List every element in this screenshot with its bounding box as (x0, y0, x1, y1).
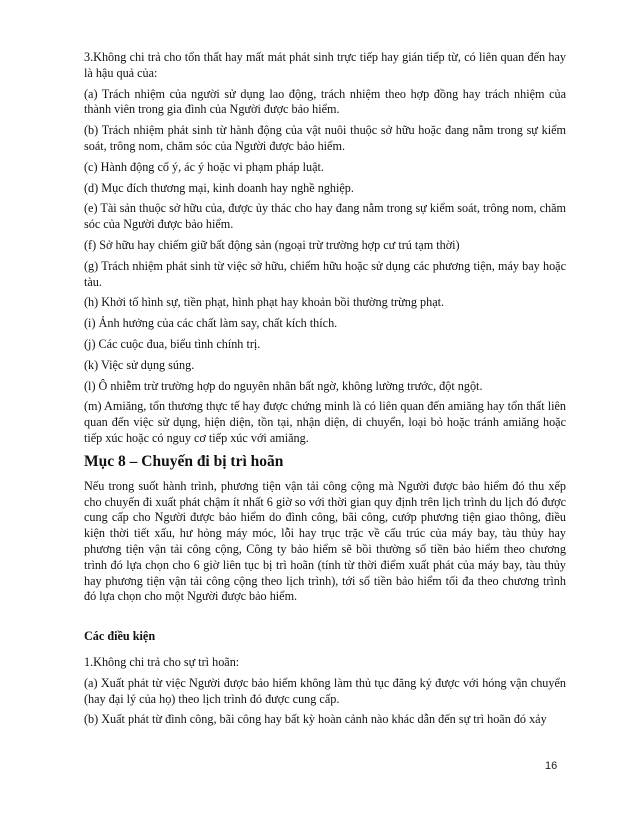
exclusion-item-j: (j) Các cuộc đua, biểu tình chính trị. (84, 336, 261, 351)
exclusion-item-c: (c) Hành động cố ý, ác ý hoặc vi phạm pháp luật. (84, 159, 324, 174)
section-paragraph: Nếu trong suốt hành trình, phương tiện vận tải công cộng mà Người được bảo hiểm đó thu xếp cho chuyến đi xuất phát chậm ít nhất 6 giờ so với thời gian quy định trên lịch trình du lịch đó được cung cấp cho Người được bảo hiểm do đình công, bãi công, cướp phương tiện giao thông, điều kiện thời tiết xấu, hư hỏng máy móc, lỗi hay trục trặc về cấu trúc của máy bay, tàu thủy hay phương tiện vận tải công cộng, Công ty bảo hiểm sẽ bồi thường số tiền bảo hiểm theo chương trình đó lựa chọn cho 6 giờ liên tục bị trì hoãn (tính từ thời điểm xuất phát của máy bay, tàu thủy hay phương tiện vận tải công cộng theo lịch trình), tới số tiền bảo hiểm tối đa theo chương trình đó lựa chọn cho một Người được bảo hiểm. (84, 478, 566, 604)
exclusions-intro: 3.Không chi trả cho tổn thất hay mất mát phát sinh trực tiếp hay gián tiếp từ, có liên quan đến hay là hậu quả của: (84, 50, 566, 80)
exclusion-item-f: (f) Sở hữu hay chiếm giữ bất động sản (ngoại trừ trường hợp cư trú tạm thời) (84, 237, 460, 252)
exclusion-item-m: (m) Amiăng, tổn thương thực tế hay được chứng minh là có liên quan đến amiăng hay tổn thất liên quan đến việc sử dụng, hiện diện, tồn tại, nhận diện, di chuyển, loại bỏ hoặc tránh amiăng hoặc tiếp xúc hoặc có nguy cơ tiếp xúc với amiăng. (84, 399, 566, 445)
exclusion-item-h: (h) Khởi tố hình sự, tiền phạt, hình phạt hay khoản bồi thường trừng phạt. (84, 295, 445, 310)
exclusion-item-k: (k) Việc sử dụng súng. (84, 357, 195, 372)
exclusion-item-l: (l) Ô nhiễm trừ trường hợp do nguyên nhân bất ngờ, không lường trước, đột ngột. (84, 378, 483, 393)
conditions-intro: 1.Không chi trả cho sự trì hoãn: (84, 654, 240, 669)
exclusion-item-a: (a) Trách nhiệm của người sử dụng lao động, trách nhiệm theo hợp đồng hay trách nhiệm của thành viên trong gia đình của Người được bảo hiểm. (84, 86, 566, 117)
exclusion-item-g: (g) Trách nhiệm phát sinh từ việc sở hữu, chiếm hữu hoặc sử dụng các phương tiện, máy bay hoặc tàu. (84, 258, 566, 289)
exclusion-item-i: (i) Ảnh hưởng của các chất làm say, chất kích thích. (84, 316, 338, 331)
condition-item-a: (a) Xuất phát từ việc Người được bảo hiểm không làm thủ tục đăng ký được với hóng vận chuyển (hay đại lý của họ) theo lịch trình đó được cung cấp. (84, 675, 566, 706)
conditions-heading: Các điều kiện (84, 629, 156, 644)
document-body (84, 50, 566, 733)
condition-item-b: (b) Xuất phát từ đình công, bãi công hay bất kỳ hoàn cảnh nào khác dẫn đến sự trì hoãn đó xảy (84, 712, 547, 727)
section-heading: Mục 8 – Chuyến đi bị trì hoãn (84, 452, 284, 470)
exclusion-item-d: (d) Mục đích thương mại, kinh doanh hay nghề nghiệp. (84, 180, 354, 195)
exclusion-item-b: (b) Trách nhiệm phát sinh từ hành động của vật nuôi thuộc sở hữu hoặc đang nằm trong sự kiểm soát, trông nom, chăm sóc của Người được bảo hiểm. (84, 123, 566, 153)
exclusion-item-e: (e) Tài sản thuộc sở hữu của, được ủy thác cho hay đang nằm trong sự kiểm soát, trông nom, chăm sóc của Người được bảo hiểm. (84, 201, 566, 232)
page-number: 16 (545, 760, 558, 772)
